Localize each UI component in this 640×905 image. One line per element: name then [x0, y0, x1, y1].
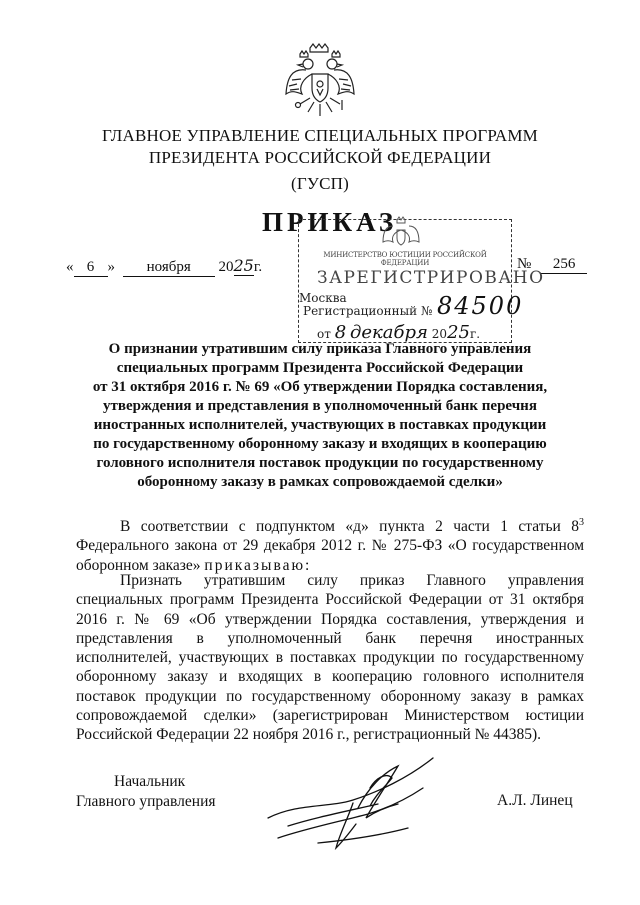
stamp-city: Москва	[299, 291, 347, 305]
order-year-prefix: 20	[218, 259, 234, 275]
stamp-ministry-line: МИНИСТЕРСТВО ЮСТИЦИИ РОССИЙСКОЙ ФЕДЕРАЦИИ	[323, 251, 487, 267]
order-number-value: 256	[541, 256, 587, 274]
position-line1: Начальник	[114, 773, 186, 790]
organization-name-line1: ГЛАВНОЕ УПРАВЛЕНИЕ СПЕЦИАЛЬНЫХ ПРОГРАММ	[102, 126, 538, 145]
heading-line: О признании утратившим силу приказа Главного управления	[108, 341, 532, 357]
stamp-registered-text: ЗАРЕГИСТРИРОВАНО	[317, 268, 545, 288]
stamp-date-from: от	[317, 327, 331, 341]
stamp-year-end: г.	[469, 327, 481, 341]
main-paragraph: Признать утратившим силу приказ Главного управления специальных программ Президента Российской Федерации от 31 октября 2016 г. № 69 «Об утверждении Порядка составления, утверждения и представления в уполномоченный банк перечня иностранных исполнителей, участвующих в поставках продукции по государственному оборонному заказу и входящих в кооперацию головного исполнителя поставок продукции по государственному оборонному заказу в рамках сопровождаемой сделки» (зарегистрирован Министерством юстиции Российской Федерации 22 ноября 2016 г., регистрационный № 44385).	[76, 572, 584, 744]
date-open-quote: «	[66, 259, 74, 275]
heading-line: от 31 октября 2016 г. № 69 «Об утверждении Порядка составления,	[92, 379, 548, 395]
signatory-position	[76, 772, 216, 812]
signatory-name: А.Л. Линец	[497, 792, 573, 809]
order-date	[66, 256, 262, 277]
stamp-year-handwritten: 25	[447, 322, 470, 343]
organization-name-line2: ПРЕЗИДЕНТА РОССИЙСКОЙ ФЕДЕРАЦИИ	[148, 148, 492, 167]
stamp-emblem-icon	[381, 216, 421, 250]
stamp-year-prefix: 20	[431, 327, 448, 341]
preamble-text-cont: Федерального закона от 29 декабря 2012 г. № 275-ФЗ «О государственном оборонном заказе»	[76, 537, 584, 574]
handwritten-signature	[258, 748, 448, 858]
heading-line: иностранных исполнителей, участвующих в поставках продукции	[93, 417, 547, 433]
date-close-quote: »	[107, 259, 115, 275]
heading-line: специальных программ Президента Российской Федерации	[116, 360, 524, 376]
order-year-handwritten: 25	[233, 256, 254, 275]
coat-of-arms-emblem	[284, 42, 356, 120]
order-heading	[68, 340, 572, 492]
command-word: приказываю:	[204, 556, 312, 574]
heading-line: головного исполнителя поставок продукции по государственному	[96, 455, 544, 471]
organization-abbreviation: (ГУСП)	[290, 174, 349, 193]
order-month: ноября	[123, 259, 215, 277]
document-title: ПРИКАЗ	[262, 207, 398, 237]
position-line2: Главного управления	[76, 793, 216, 810]
article-superscript: 3	[579, 517, 584, 528]
stamp-registration-label: Регистрационный №	[303, 304, 433, 318]
stamp-date-month: декабря	[349, 322, 428, 343]
preamble-text: В соответствии с подпунктом «д» пункта 2 части 1 статьи 8	[120, 518, 579, 536]
registration-stamp	[298, 219, 545, 343]
heading-line: по государственному оборонному заказу и входящих в кооперацию	[93, 436, 547, 452]
stamp-registration-number: 84500	[437, 292, 524, 320]
stamp-date-day: 8	[334, 322, 347, 343]
heading-line: утверждения и представления в уполномоченный банк перечня	[103, 398, 537, 414]
order-year-end: г.	[253, 259, 263, 275]
preamble-paragraph	[76, 513, 584, 575]
order-day: 6	[74, 259, 108, 277]
order-number-label: №	[517, 256, 532, 272]
heading-line: оборонному заказу в рамках сопровождаемой сделки»	[137, 474, 503, 490]
